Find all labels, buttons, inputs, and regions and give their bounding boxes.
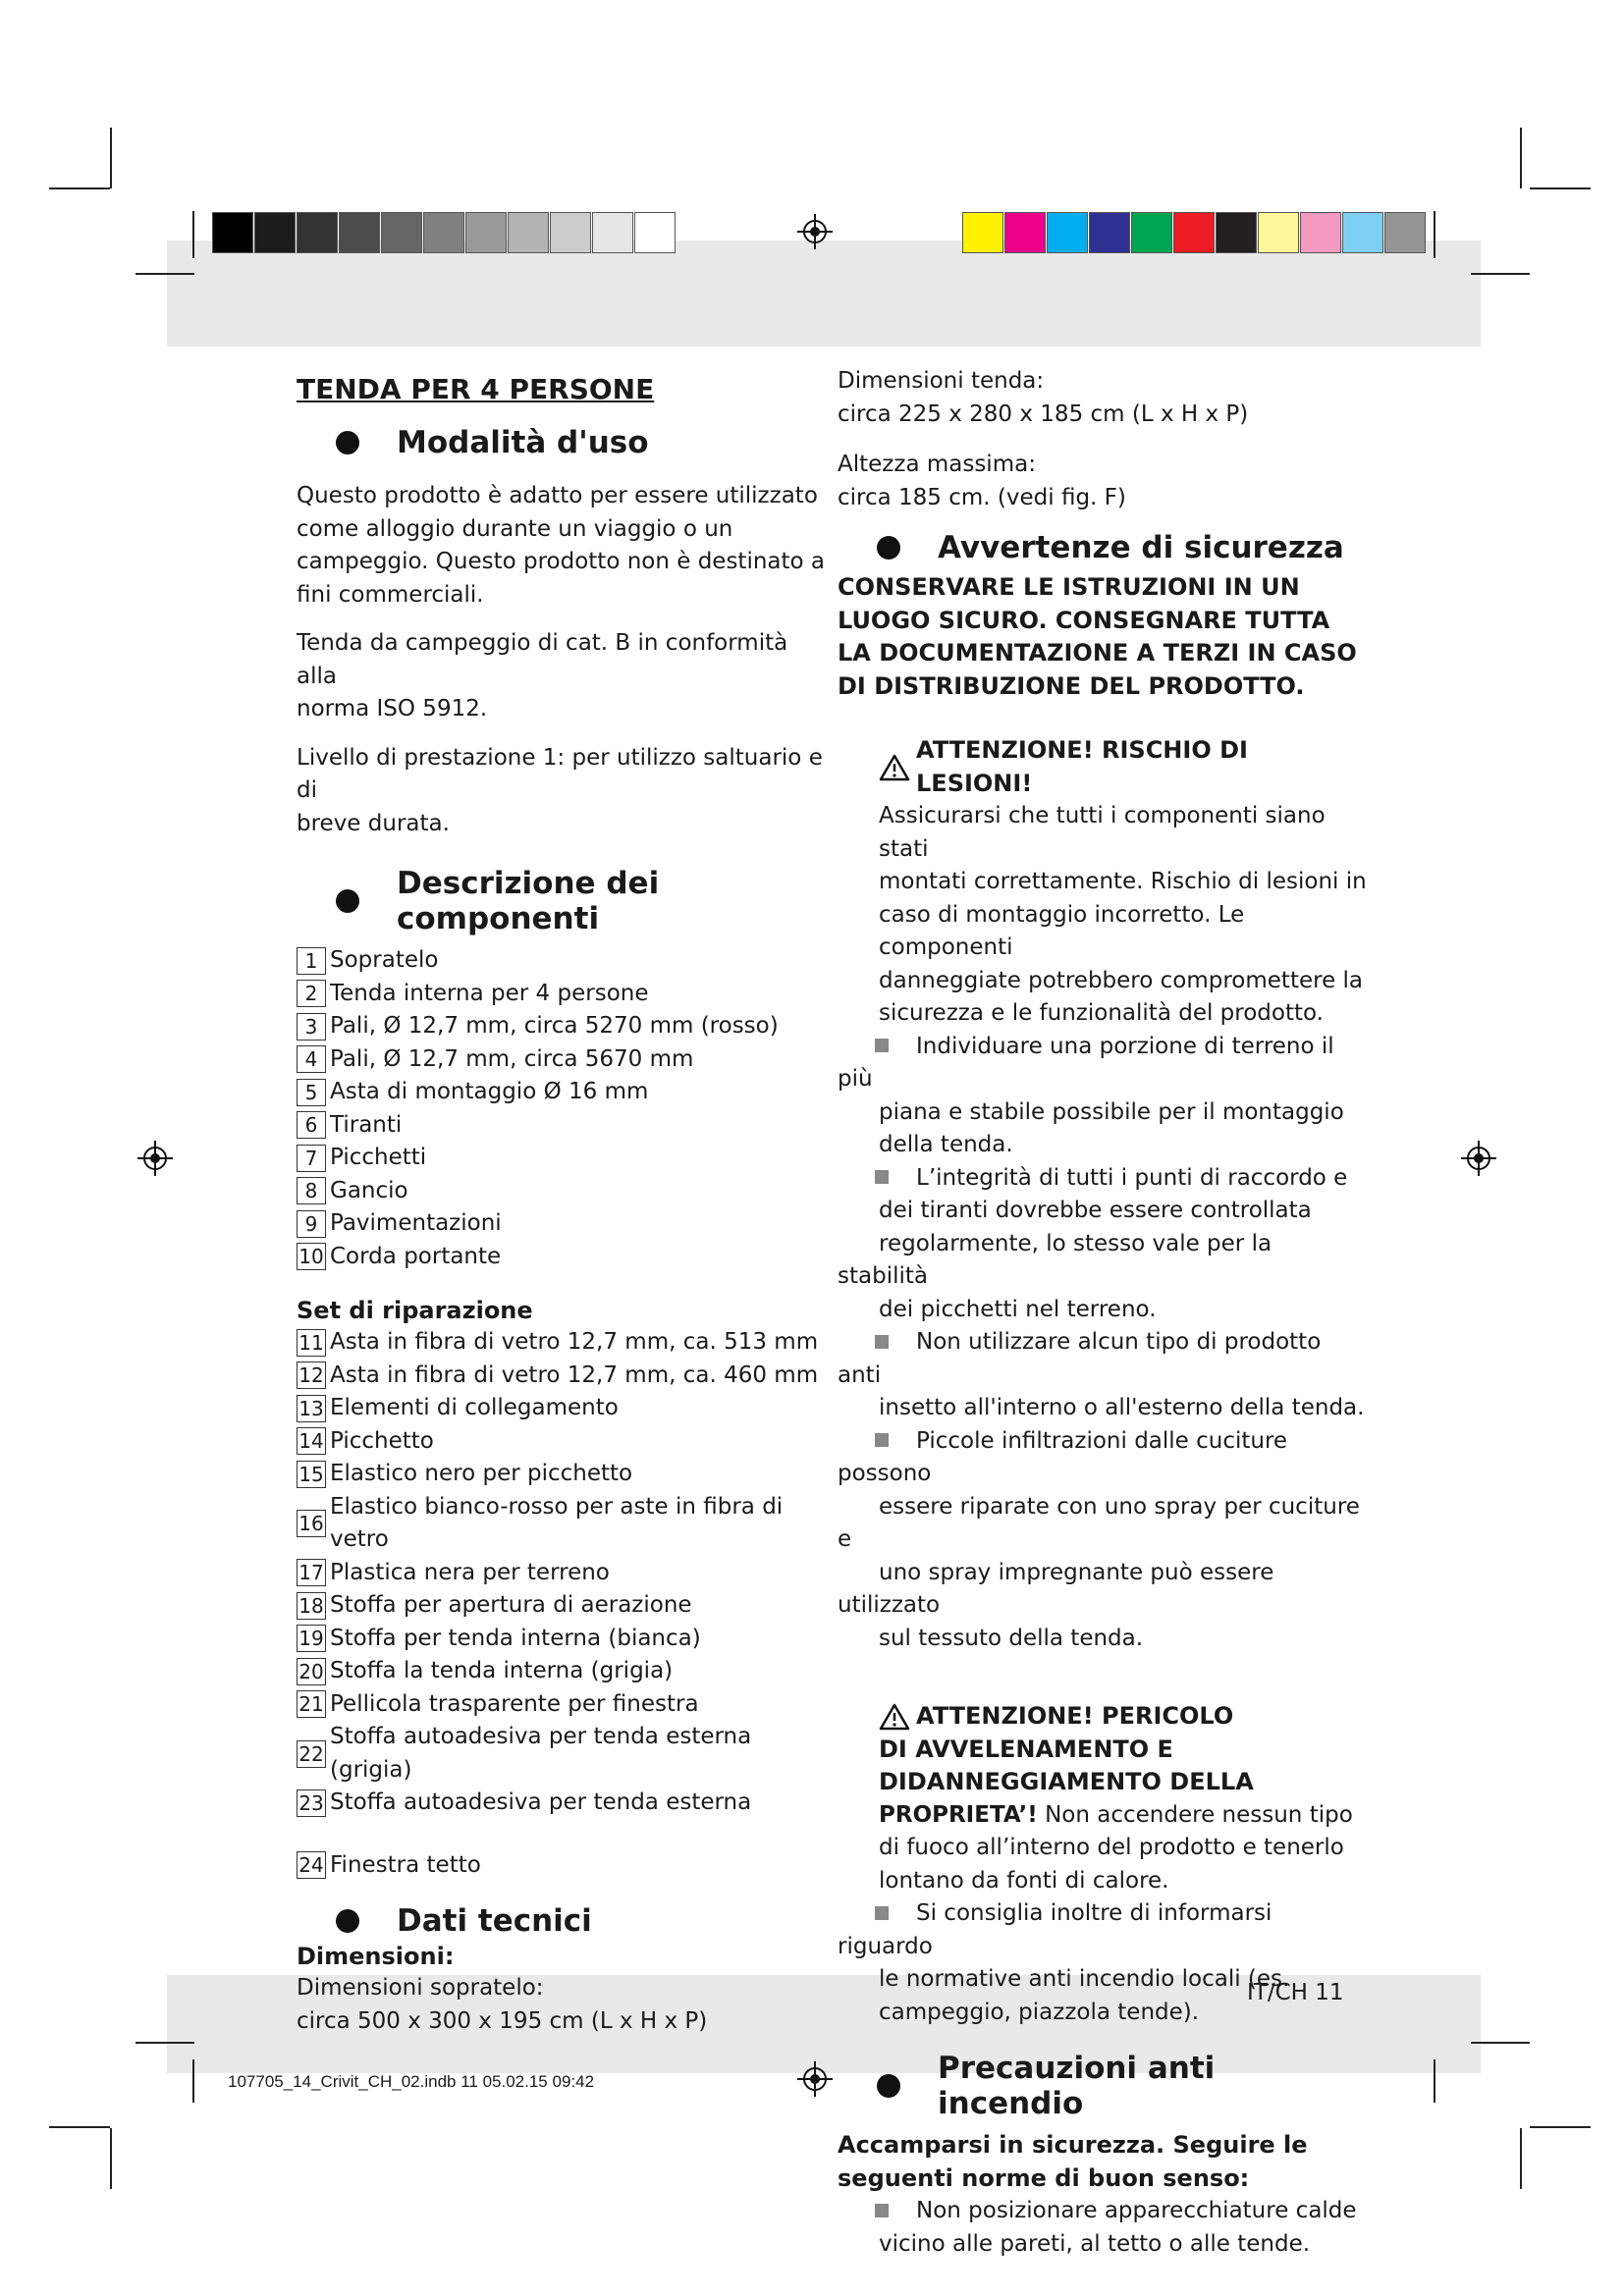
color-swatch — [381, 212, 422, 253]
text-line: sul tessuto della tenda. — [879, 1625, 1144, 1651]
crop-mark — [1434, 2059, 1435, 2103]
color-swatch — [1089, 212, 1130, 253]
item-text: Picchetto — [330, 1427, 434, 1454]
item-number: 17 — [297, 1559, 326, 1586]
item-text: Asta di montaggio Ø 16 mm — [330, 1079, 649, 1104]
safety-bullet — [838, 1425, 1368, 1656]
fire-bullet — [838, 2195, 1368, 2261]
crop-mark — [1520, 128, 1522, 188]
item-text: Tenda interna per 4 persone — [330, 980, 649, 1006]
text-line: Dimensioni sopratelo: — [297, 1975, 544, 2001]
list-item — [297, 1175, 827, 1208]
item-text: Picchetti — [330, 1145, 427, 1170]
item-text: Pali, Ø 12,7 mm, circa 5670 mm — [330, 1045, 694, 1072]
text-line: Individuare una porzione di terreno il più — [838, 1033, 1334, 1092]
text-line: Livello di prestazione 1: per utilizzo saltuario e di — [297, 744, 823, 803]
left-column — [297, 363, 827, 2054]
item-text: Elastico nero per picchetto — [330, 1461, 633, 1486]
crop-mark — [1471, 273, 1530, 275]
item-number: 5 — [297, 1079, 326, 1106]
section-bullet-icon — [336, 1909, 359, 1933]
color-swatch — [1131, 212, 1172, 253]
warning-injury-title — [879, 734, 1368, 800]
color-swatch — [550, 212, 591, 253]
dimensions-heading: Dimensioni: — [297, 1943, 455, 1970]
color-swatch — [1342, 212, 1383, 253]
item-text: Plastica nera per terreno — [330, 1559, 610, 1585]
warning-bold-lead: PROPRIETA’! — [879, 1801, 1038, 1828]
text-line: le normative anti incendio locali (es. — [879, 1966, 1290, 1992]
color-swatch — [1004, 212, 1046, 253]
extra-list — [297, 1849, 827, 1883]
item-number: 2 — [297, 980, 326, 1007]
square-bullet-icon — [875, 1170, 889, 1184]
text-line: essere riparate con uno spray per cuciture e — [838, 1493, 1360, 1552]
item-number: 20 — [297, 1658, 326, 1685]
text-line: Altezza massima: — [838, 452, 1036, 477]
item-number: 4 — [297, 1045, 326, 1073]
crop-mark — [192, 211, 194, 258]
list-item — [297, 1076, 827, 1109]
item-text: Stoffa per tenda interna (bianca) — [330, 1625, 701, 1651]
crop-mark — [135, 273, 194, 275]
dimensions-paragraph — [297, 1972, 827, 2038]
fire-bold-intro — [838, 2129, 1368, 2195]
category-paragraph — [297, 627, 827, 726]
text-line: campeggio, piazzola tende). — [879, 1999, 1200, 2025]
section-heading-text: Descrizione dei componenti — [397, 866, 660, 936]
text-line: di fuoco all’interno del prodotto e tenerlo — [879, 1835, 1344, 1860]
text-line: lontano da fonti di calore. — [879, 1867, 1169, 1894]
crop-mark — [1520, 2128, 1522, 2189]
item-text: Elementi di collegamento — [330, 1395, 619, 1420]
text-line: LUOGO SICURO. CONSEGNARE TUTTA — [838, 606, 1330, 634]
section-heading-text: Modalità d'uso — [397, 425, 649, 460]
text-line: Accamparsi in sicurezza. Seguire le — [838, 2131, 1308, 2159]
text-line: Assicurarsi che tutti i componenti siano stati — [879, 803, 1326, 862]
color-swatch — [1173, 212, 1215, 253]
text-line: Piccole infiltrazioni dalle cuciture possono — [838, 1427, 1288, 1486]
section-heading-components — [297, 866, 827, 936]
item-number: 11 — [297, 1329, 326, 1357]
text-line: danneggiate potrebbero compromettere la — [879, 967, 1364, 993]
registration-mark-icon — [797, 2061, 833, 2097]
color-swatch — [508, 212, 549, 253]
list-item — [297, 1425, 827, 1459]
item-number: 14 — [297, 1427, 326, 1455]
performance-paragraph — [297, 742, 827, 841]
text-line: insetto all'interno o all'esterno della tenda. — [879, 1395, 1365, 1420]
safety-caps-notice — [838, 571, 1368, 703]
item-text: Finestra tetto — [330, 1851, 481, 1878]
list-item — [297, 1458, 827, 1491]
crop-mark — [1530, 187, 1591, 189]
item-text: Pali, Ø 12,7 mm, circa 5270 mm (rosso) — [330, 1013, 779, 1039]
page-number: IT/CH 11 — [1247, 1980, 1344, 2005]
list-item — [297, 1109, 827, 1143]
safety-bullet — [838, 1031, 1368, 1162]
text-line: Non posizionare apparecchiature calde — [916, 2198, 1357, 2223]
section-heading-text: Precauzioni anti incendio — [938, 2051, 1216, 2121]
warning-triangle-icon — [879, 1703, 910, 1731]
tent-dimensions — [838, 365, 1368, 431]
item-number: 23 — [297, 1789, 326, 1817]
item-text: Asta in fibra di vetro 12,7 mm, ca. 460 mm — [330, 1362, 819, 1388]
list-item — [297, 1589, 827, 1623]
section-heading-text: Dati tecnici — [397, 1903, 592, 1939]
top-gray-band — [167, 240, 1481, 347]
crop-mark — [49, 187, 110, 189]
item-number: 8 — [297, 1177, 326, 1204]
section-heading-fire — [838, 2051, 1368, 2121]
text-line: Non accendere nessun tipo — [1045, 1801, 1353, 1828]
color-swatch — [1258, 212, 1299, 253]
registration-mark-icon — [1461, 1141, 1496, 1176]
color-swatch — [1216, 212, 1257, 253]
text-line: piana e stabile possibile per il montaggio — [879, 1098, 1344, 1125]
list-item — [297, 1326, 827, 1360]
page-title: TENDA PER 4 PERSONE — [297, 373, 655, 405]
text-line: come alloggio durante un viaggio o un — [297, 515, 733, 542]
text-line: breve durata. — [297, 810, 450, 836]
color-swatch — [297, 212, 338, 253]
repair-set-heading: Set di riparazione — [297, 1297, 533, 1324]
crop-mark — [1471, 2042, 1530, 2044]
repair-list — [297, 1326, 827, 1820]
grayscale-color-bar — [212, 212, 677, 255]
list-item — [297, 1849, 827, 1883]
list-item — [297, 1010, 827, 1043]
item-text: Tiranti — [330, 1111, 403, 1138]
list-item — [297, 1787, 827, 1820]
text-line: campeggio. Questo prodotto non è destinato a — [297, 549, 826, 574]
section-bullet-icon — [336, 431, 359, 454]
list-item — [297, 1392, 827, 1425]
item-text: Stoffa autoadesiva per tenda esterna — [330, 1789, 752, 1815]
item-number: 21 — [297, 1690, 326, 1718]
color-swatch — [634, 212, 676, 253]
item-text: Stoffa per apertura di aerazione — [330, 1592, 692, 1618]
crop-mark — [49, 2126, 110, 2128]
list-item — [297, 1241, 827, 1274]
components-list — [297, 944, 827, 1273]
warning-poison-block — [838, 1700, 1368, 1897]
color-swatch — [465, 212, 507, 253]
text-line: della tenda. — [879, 1132, 1013, 1157]
text-line: DI DISTRIBUZIONE DEL PRODOTTO. — [838, 671, 1305, 700]
list-item — [297, 1688, 827, 1722]
section-bullet-icon — [336, 889, 359, 913]
text-line: circa 185 cm. (vedi fig. F) — [838, 484, 1126, 510]
registration-mark-icon — [797, 214, 833, 249]
warning-title-text: DI AVVELENAMENTO E — [879, 1735, 1173, 1763]
text-line: Si consiglia inoltre di informarsi riguardo — [838, 1900, 1272, 1959]
crop-mark — [1530, 2126, 1591, 2128]
text-line: vicino alle pareti, al tetto o alle tende. — [879, 2230, 1311, 2257]
warning-title-text: ATTENZIONE! RISCHIO DI LESIONI! — [916, 736, 1248, 797]
text-line: CONSERVARE LE ISTRUZIONI IN UN — [838, 573, 1300, 601]
item-text: Corda portante — [330, 1243, 502, 1269]
text-line: fini commerciali. — [297, 581, 484, 608]
warning-poison-title — [879, 1700, 1368, 1734]
color-swatch — [423, 212, 464, 253]
text-line: uno spray impregnante può essere utilizzato — [838, 1559, 1274, 1618]
square-bullet-icon — [875, 1906, 889, 1920]
list-item — [297, 1360, 827, 1393]
right-column — [838, 365, 1368, 2261]
crop-mark — [135, 2042, 194, 2044]
text-line: Questo prodotto è adatto per essere utilizzato — [297, 483, 818, 508]
item-number: 15 — [297, 1461, 326, 1488]
item-text: Stoffa autoadesiva per tenda esterna (grigia) — [330, 1724, 752, 1783]
section-heading-safety — [838, 530, 1368, 565]
warning-injury-text — [879, 800, 1368, 1031]
text-line: dei tiranti dovrebbe essere controllata — [879, 1198, 1312, 1223]
list-item — [297, 1721, 827, 1787]
item-number: 7 — [297, 1145, 326, 1172]
list-item — [297, 944, 827, 978]
item-text: Asta in fibra di vetro 12,7 mm, ca. 513 mm — [330, 1329, 819, 1355]
item-text: Stoffa la tenda interna (grigia) — [330, 1658, 674, 1683]
list-item — [297, 1207, 827, 1241]
item-number: 24 — [297, 1851, 326, 1879]
list-item — [297, 1623, 827, 1656]
section-heading-usage — [297, 425, 827, 460]
item-text: Pavimentazioni — [330, 1210, 502, 1236]
square-bullet-icon — [875, 1433, 889, 1447]
warning-triangle-icon — [879, 754, 910, 781]
text-line: circa 225 x 280 x 185 cm (L x H x P) — [838, 400, 1249, 427]
print-slug: 107705_14_Crivit_CH_02.indb 11 05.02.15 09:42 — [228, 2072, 595, 2091]
section-heading-text: Avvertenze di sicurezza — [938, 530, 1344, 565]
item-text: Elastico bianco-rosso per aste in fibra di vetro — [330, 1493, 784, 1552]
safety-bullet — [838, 1162, 1368, 1327]
item-number: 12 — [297, 1362, 326, 1389]
max-height — [838, 449, 1368, 514]
text-line: sicurezza e le funzionalità del prodotto. — [879, 1000, 1324, 1026]
color-swatch — [592, 212, 633, 253]
crop-mark — [110, 128, 112, 188]
text-line: Tenda da campeggio di cat. B in conformità alla — [297, 630, 788, 689]
section-bullet-icon — [877, 2074, 900, 2098]
text-line: L’integrità di tutti i punti di raccordo e — [916, 1164, 1348, 1191]
item-number: 16 — [297, 1510, 326, 1537]
item-number: 13 — [297, 1395, 326, 1422]
list-item — [297, 1491, 827, 1557]
item-text: Sopratelo — [330, 947, 439, 973]
text-line: norma ISO 5912. — [297, 696, 488, 721]
item-number: 19 — [297, 1625, 326, 1652]
registration-mark-icon — [137, 1141, 173, 1176]
text-line: seguenti norme di buon senso: — [838, 2163, 1250, 2192]
color-swatch — [1300, 212, 1341, 253]
text-line: dei picchetti nel terreno. — [879, 1296, 1157, 1322]
item-number: 9 — [297, 1210, 326, 1238]
section-heading-tech — [297, 1903, 827, 1939]
safety-bullet — [838, 1897, 1368, 2029]
crop-mark — [110, 2128, 112, 2189]
square-bullet-icon — [875, 2204, 889, 2217]
item-number: 1 — [297, 947, 326, 975]
square-bullet-icon — [875, 1335, 889, 1349]
warning-injury-block — [838, 734, 1368, 1031]
color-swatch — [212, 212, 253, 253]
warning-poison-text — [879, 1799, 1368, 1898]
text-line: caso di montaggio incorretto. Le componenti — [879, 901, 1245, 960]
text-line: Dimensioni tenda: — [838, 368, 1045, 394]
process-color-bar — [962, 212, 1427, 255]
item-number: 6 — [297, 1111, 326, 1139]
text-line: LA DOCUMENTAZIONE A TERZI IN CASO — [838, 639, 1357, 667]
warning-title-text: DIDANNEGGIAMENTO DELLA — [879, 1768, 1254, 1795]
list-item — [297, 978, 827, 1011]
text-line: montati correttamente. Rischio di lesioni in — [879, 869, 1367, 894]
list-item — [297, 1043, 827, 1077]
color-swatch — [1384, 212, 1426, 253]
list-item — [297, 1655, 827, 1688]
color-swatch — [339, 212, 380, 253]
text-line: Non utilizzare alcun tipo di prodotto anti — [838, 1329, 1322, 1388]
text-line: regolarmente, lo stesso vale per la stabilità — [838, 1230, 1272, 1289]
item-number: 22 — [297, 1740, 326, 1768]
item-number: 18 — [297, 1592, 326, 1620]
crop-mark — [192, 2059, 194, 2103]
item-text: Pellicola trasparente per finestra — [330, 1690, 699, 1717]
item-number: 3 — [297, 1013, 326, 1041]
color-swatch — [254, 212, 296, 253]
safety-bullet — [838, 1326, 1368, 1425]
list-item — [297, 1142, 827, 1175]
section-bullet-icon — [877, 536, 900, 560]
usage-paragraph — [297, 480, 827, 612]
warning-title-text: ATTENZIONE! PERICOLO — [916, 1702, 1234, 1730]
color-swatch — [962, 212, 1003, 253]
item-number: 10 — [297, 1243, 326, 1270]
item-text: Gancio — [330, 1177, 408, 1203]
list-item — [297, 1557, 827, 1590]
square-bullet-icon — [875, 1039, 889, 1052]
text-line: circa 500 x 300 x 195 cm (L x H x P) — [297, 2007, 708, 2034]
crop-mark — [1434, 211, 1435, 258]
color-swatch — [1047, 212, 1088, 253]
